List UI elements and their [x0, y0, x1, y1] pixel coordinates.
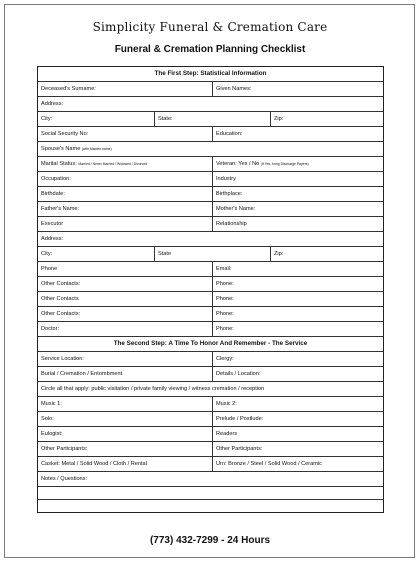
spouse-name-note: (with Maiden name)	[81, 147, 112, 151]
form-row	[38, 187, 383, 202]
music-1-label: Music 1:	[41, 401, 62, 407]
city-label: City:	[41, 116, 53, 122]
mothers-name-label: Mother's Name:	[216, 206, 256, 212]
casket-label: Casket: Metal / Solid Wood / Cloth / Rental	[41, 461, 147, 467]
doctor-phone-field[interactable]	[212, 322, 383, 336]
other-contact-field[interactable]	[38, 307, 212, 321]
city-field[interactable]	[38, 112, 154, 126]
other-contact-label: Other Contacts:	[41, 311, 81, 317]
industry-field[interactable]	[212, 172, 383, 186]
zip-label: Zip:	[274, 116, 284, 122]
music-1-field[interactable]	[38, 397, 212, 411]
form-row	[38, 322, 383, 337]
eulogist-field[interactable]	[38, 427, 212, 441]
form-row	[38, 292, 383, 307]
zip-field[interactable]	[270, 112, 383, 126]
mothers-name-field[interactable]	[212, 202, 383, 216]
executor-state-label: State	[158, 251, 172, 257]
notes-field[interactable]	[38, 472, 383, 486]
form-row	[38, 217, 383, 232]
executor-address-field[interactable]	[38, 232, 383, 246]
form-row	[38, 277, 383, 292]
other-contact-phone-field[interactable]	[212, 307, 383, 321]
service-location-field[interactable]	[38, 352, 212, 366]
form-row	[38, 112, 383, 127]
section-heading-statistical	[38, 67, 383, 82]
education-label: Education:	[216, 131, 243, 137]
veteran-note: (If Yes, bring Discharge Papers)	[260, 162, 309, 166]
disposition-field[interactable]	[38, 367, 212, 381]
relationship-label: Relationship	[216, 221, 247, 227]
eulogist-label: Eulogist:	[41, 431, 63, 437]
other-contact-phone-label: Phone:	[216, 281, 234, 287]
fathers-name-field[interactable]	[38, 202, 212, 216]
birthplace-field[interactable]	[212, 187, 383, 201]
form-row	[38, 262, 383, 277]
other-contact-phone-label: Phone:	[216, 311, 234, 317]
doctor-field[interactable]	[38, 322, 212, 336]
notes-label: Notes / Questions:	[41, 476, 88, 482]
other-participants-field[interactable]	[38, 442, 212, 456]
occupation-field[interactable]	[38, 172, 212, 186]
planning-checklist-form	[37, 66, 384, 513]
doctor-label: Doctor:	[41, 326, 60, 332]
spouse-name-label: Spouse's Name	[41, 146, 81, 152]
other-participants-label: Other Participants:	[41, 446, 88, 452]
section-heading-service	[38, 337, 383, 352]
readers-field[interactable]	[212, 427, 383, 441]
executor-zip-field[interactable]	[270, 247, 383, 261]
form-row	[38, 97, 383, 112]
page-title: Funeral & Cremation Planning Checklist	[114, 44, 306, 55]
form-row	[38, 172, 383, 187]
form-row	[38, 127, 383, 142]
urn-field[interactable]	[212, 457, 383, 471]
executor-city-field[interactable]	[38, 247, 154, 261]
service-options-field[interactable]	[38, 382, 383, 396]
service-location-label: Service Location:	[41, 356, 84, 362]
marital-status-label: Marital Status:	[41, 161, 77, 167]
email-field[interactable]	[212, 262, 383, 276]
state-field[interactable]	[154, 112, 270, 126]
form-row	[38, 412, 383, 427]
form-row	[38, 382, 383, 397]
executor-address-label: Address:	[41, 236, 64, 242]
phone-field[interactable]	[38, 262, 212, 276]
executor-field[interactable]	[38, 217, 212, 231]
details-location-field[interactable]	[212, 367, 383, 381]
fathers-name-label: Father's Name:	[41, 206, 80, 212]
phone-label: Phone	[41, 266, 58, 272]
form-row	[38, 232, 383, 247]
relationship-field[interactable]	[212, 217, 383, 231]
clergy-label: Clergy:	[216, 356, 234, 362]
given-names-label: Given Names:	[216, 86, 252, 92]
other-contact-field[interactable]	[38, 277, 212, 291]
casket-field[interactable]	[38, 457, 212, 471]
prelude-postlude-field[interactable]	[212, 412, 383, 426]
disposition-label: Burial / Cremation / Entombment	[41, 371, 123, 377]
form-row	[38, 307, 383, 322]
industry-label: Industry	[216, 176, 236, 182]
ssn-label: Social Security No:	[41, 131, 89, 137]
marital-options: Married / Never Married / Widowed / Divorced	[78, 162, 148, 166]
other-contact-field[interactable]	[38, 292, 212, 306]
other-contact-label: Other Contacts:	[41, 281, 81, 287]
form-row	[38, 82, 383, 97]
urn-label: Urn: Bronze / Steel / Solid Wood / Ceramic	[216, 461, 322, 467]
veteran-field[interactable]	[212, 157, 383, 171]
contact-phone-hours: (773) 432-7299 - 24 Hours	[149, 535, 271, 546]
form-row	[38, 352, 383, 367]
executor-state-field[interactable]	[154, 247, 270, 261]
given-names-field[interactable]	[212, 82, 383, 96]
music-2-field[interactable]	[212, 397, 383, 411]
form-row	[38, 427, 383, 442]
education-field[interactable]	[212, 127, 383, 141]
occupation-label: Occupation:	[41, 176, 71, 182]
marital-status-field[interactable]	[38, 157, 212, 171]
state-label: State:	[158, 116, 173, 122]
solo-field[interactable]	[38, 412, 212, 426]
executor-label: Executor	[41, 221, 64, 227]
details-location-label: Details / Location:	[216, 371, 261, 377]
form-row	[38, 472, 383, 487]
birthdate-label: Birthdate:	[41, 191, 65, 197]
executor-city-label: City:	[41, 251, 53, 257]
clergy-field[interactable]	[212, 352, 383, 366]
music-2-label: Music 2:	[216, 401, 237, 407]
form-row	[38, 457, 383, 472]
veteran-label: Veteran: Yes / No	[216, 161, 260, 167]
other-contact-label: Other Contacts	[41, 296, 79, 302]
other-participants-label-2: Other Participants:	[216, 446, 263, 452]
surname-label: Deceased's Surname:	[41, 86, 96, 92]
other-contact-phone-label: Phone:	[216, 296, 234, 302]
birthdate-field[interactable]	[38, 187, 212, 201]
form-row	[38, 247, 383, 262]
form-row	[38, 367, 383, 382]
form-row	[38, 157, 383, 172]
notes-blank-line[interactable]	[38, 500, 383, 513]
form-row	[38, 442, 383, 457]
birthplace-label: Birthplace:	[216, 191, 243, 197]
spouse-name-field[interactable]	[38, 142, 383, 156]
solo-label: Solo:	[41, 416, 54, 422]
email-label: Email:	[216, 266, 232, 272]
brand-name: Simplicity Funeral & Cremation Care	[92, 20, 328, 34]
form-row	[38, 202, 383, 217]
notes-blank-line[interactable]	[38, 487, 383, 500]
other-contact-phone-field[interactable]	[212, 292, 383, 306]
prelude-postlude-label: Prelude / Postlude:	[216, 416, 264, 422]
surname-field[interactable]	[38, 82, 212, 96]
address-field[interactable]	[38, 97, 383, 111]
readers-label: Readers	[216, 431, 238, 437]
form-row	[38, 397, 383, 412]
doctor-phone-label: Phone:	[216, 326, 234, 332]
other-contact-phone-field[interactable]	[212, 277, 383, 291]
address-label: Address:	[41, 101, 64, 107]
executor-zip-label: Zip:	[274, 251, 284, 257]
service-options-label: Circle all that apply: public visitation / private family viewing / witness cremation / reception	[41, 386, 265, 392]
section-heading-text: The First Step: Statistical Information	[154, 70, 267, 77]
ssn-field[interactable]	[38, 127, 212, 141]
other-participants-field-2[interactable]	[212, 442, 383, 456]
section-heading-text: The Second Step: A Time To Honor And Remember - The Service	[113, 340, 308, 347]
form-row	[38, 142, 383, 157]
